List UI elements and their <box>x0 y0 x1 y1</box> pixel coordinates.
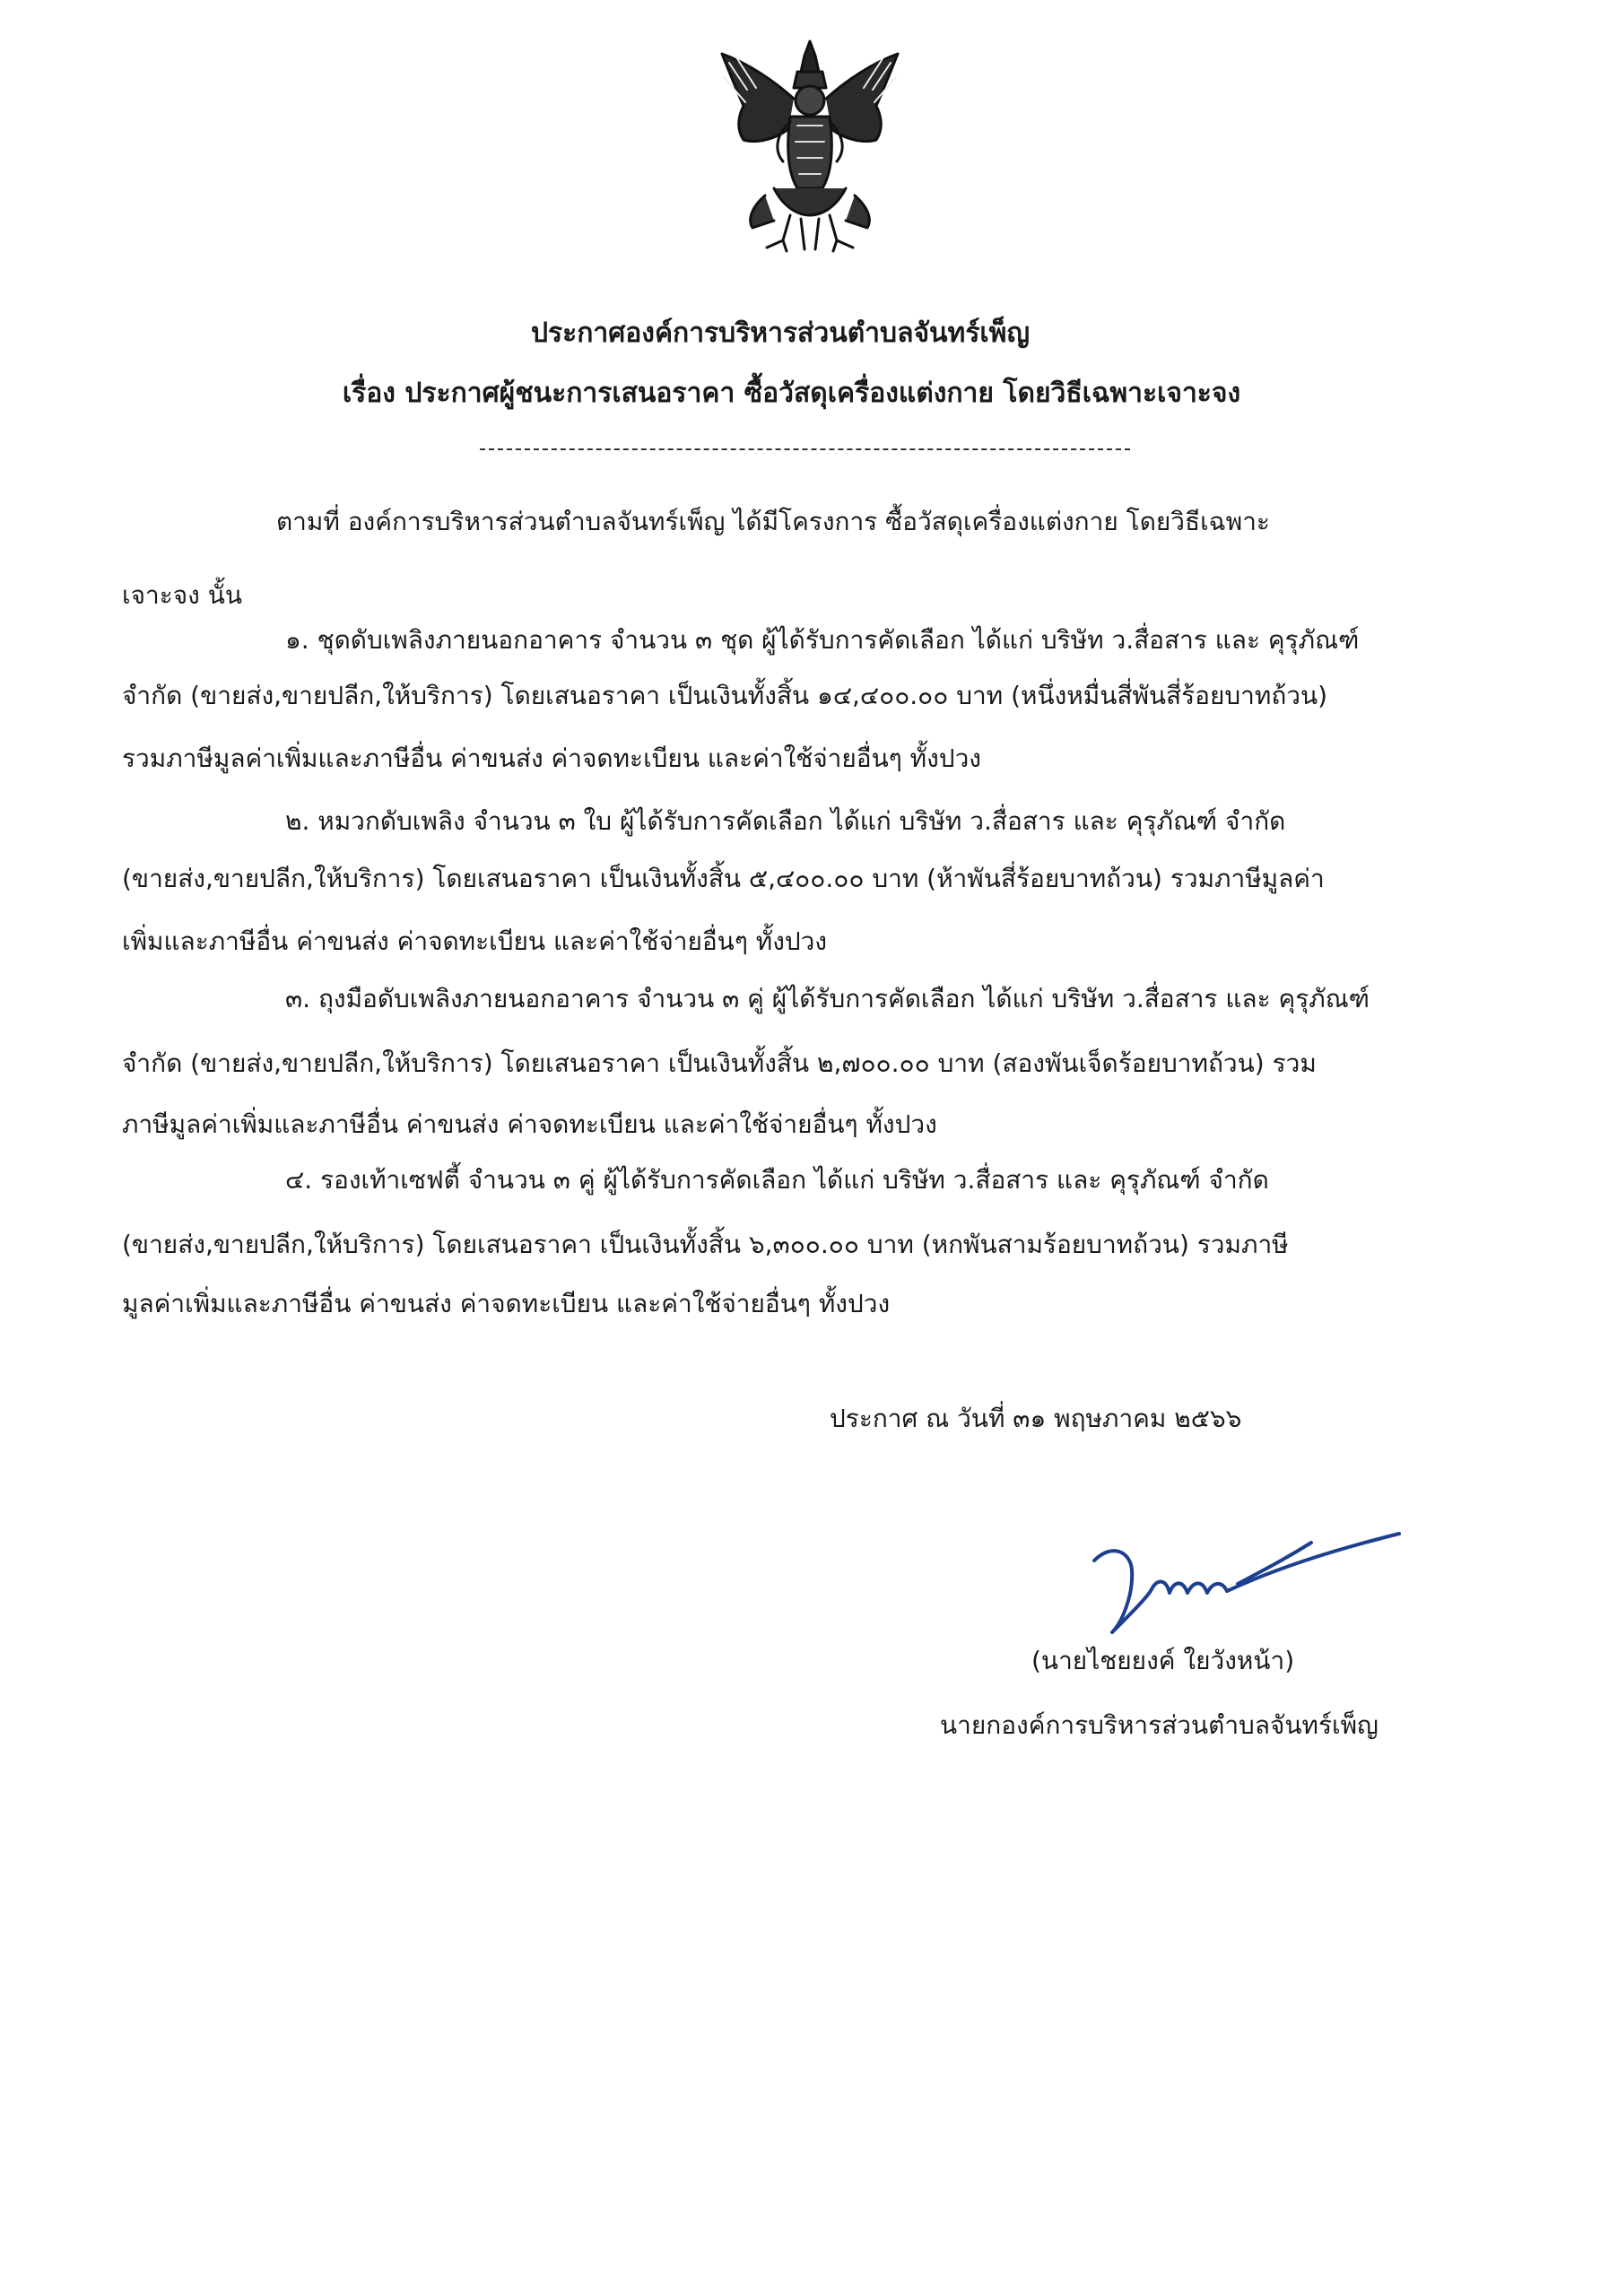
item-3-line: ๓. ถุงมือดับเพลิงภายนอกอาคาร จำนวน ๓ คู่ ผู้ได้รับการคัดเลือก ได้แก่ บริษัท ว.สื่อสาร และ คุรุภัณฑ์ <box>285 984 1370 1013</box>
item-1-line: ๑. ชุดดับเพลิงภายนอกอาคาร จำนวน ๓ ชุด ผู้ได้รับการคัดเลือก ได้แก่ บริษัท ว.สื่อสาร และ คุรุภัณฑ์ <box>285 625 1360 655</box>
item-4-line: (ขายส่ง,ขายปลีก,ให้บริการ) โดยเสนอราคา เป็นเงินทั้งสิ้น ๖,๓๐๐.๐๐ บาท (หกพันสามร้อยบาทถ้วน) รวมภาษี <box>122 1230 1289 1259</box>
item-2-line: ๒. หมวกดับเพลิง จำนวน ๓ ใบ ผู้ได้รับการคัดเลือก ได้แก่ บริษัท ว.สื่อสาร และ คุรุภัณฑ์ จำกัด <box>285 806 1286 836</box>
announcement-date: ประกาศ ณ วันที่ ๓๑ พฤษภาคม ๒๕๖๖ <box>830 1404 1242 1433</box>
intro-line: เจาะจง นั้น <box>122 580 242 610</box>
item-4-line: ๔. รองเท้าเซฟตี้ จำนวน ๓ คู่ ผู้ได้รับการคัดเลือก ได้แก่ บริษัท ว.สื่อสาร และ คุรุภัณฑ์ จำกัด <box>285 1165 1269 1195</box>
item-1-line: จำกัด (ขายส่ง,ขายปลีก,ให้บริการ) โดยเสนอราคา เป็นเงินทั้งสิ้น ๑๔,๔๐๐.๐๐ บาท (หนึ่งหมื่นสี่พันสี่ร้อยบาทถ้วน) <box>122 681 1328 710</box>
item-3-line: ภาษีมูลค่าเพิ่มและภาษีอื่น ค่าขนส่ง ค่าจดทะเบียน และค่าใช้จ่ายอื่นๆ ทั้งปวง <box>122 1109 937 1139</box>
item-2-line: เพิ่มและภาษีอื่น ค่าขนส่ง ค่าจดทะเบียน และค่าใช้จ่ายอื่นๆ ทั้งปวง <box>122 926 828 956</box>
intro-line: ตามที่ องค์การบริหารส่วนตำบลจันทร์เพ็ญ ได้มีโครงการ ซื้อวัสดุเครื่องแต่งกาย โดยวิธีเฉพาะ <box>276 507 1270 536</box>
item-4-line: มูลค่าเพิ่มและภาษีอื่น ค่าขนส่ง ค่าจดทะเบียน และค่าใช้จ่ายอื่นๆ ทั้งปวง <box>122 1289 891 1318</box>
garuda-emblem-icon <box>711 36 909 260</box>
item-1-line: รวมภาษีมูลค่าเพิ่มและภาษีอื่น ค่าขนส่ง ค่าจดทะเบียน และค่าใช้จ่ายอื่นๆ ทั้งปวง <box>122 744 981 773</box>
document-title: ประกาศองค์การบริหารส่วนตำบลจันทร์เพ็ญ <box>530 317 1031 349</box>
item-2-line: (ขายส่ง,ขายปลีก,ให้บริการ) โดยเสนอราคา เป็นเงินทั้งสิ้น ๕,๔๐๐.๐๐ บาท (ห้าพันสี่ร้อยบาทถ้วน) รวมภาษีมูลค่า <box>122 864 1325 893</box>
signature-mark <box>1076 1507 1417 1650</box>
item-3-line: จำกัด (ขายส่ง,ขายปลีก,ให้บริการ) โดยเสนอราคา เป็นเงินทั้งสิ้น ๒,๗๐๐.๐๐ บาท (สองพันเจ็ดร้อยบาทถ้วน) รวม <box>122 1048 1317 1078</box>
title-divider <box>480 448 1130 450</box>
signer-position: นายกองค์การบริหารส่วนตำบลจันทร์เพ็ญ <box>940 1710 1379 1740</box>
document-subject: เรื่อง ประกาศผู้ชนะการเสนอราคา ซื้อวัสดุเครื่องแต่งกาย โดยวิธีเฉพาะเจาะจง <box>342 378 1241 409</box>
signer-name: (นายไชยยงค์ ใยวังหน้า) <box>1031 1646 1295 1675</box>
